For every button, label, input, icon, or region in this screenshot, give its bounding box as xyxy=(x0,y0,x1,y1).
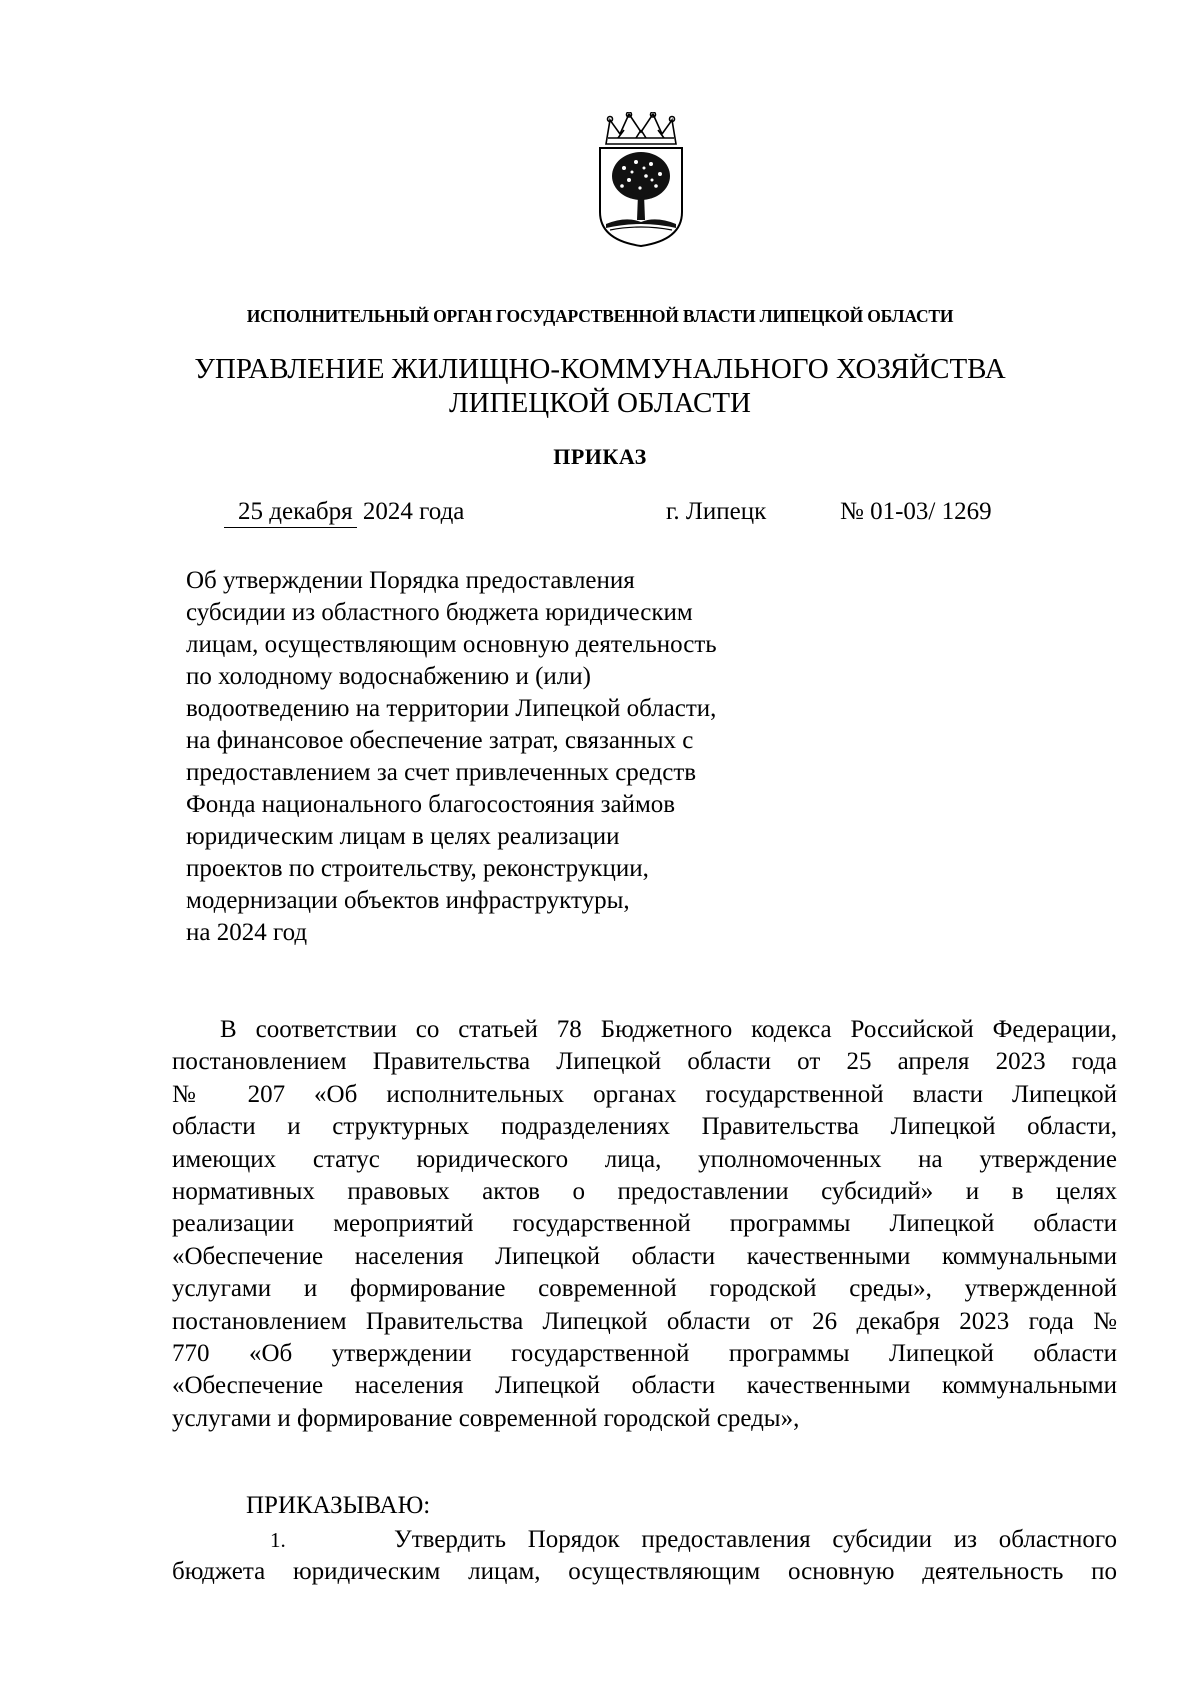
subject-line: лицам, осуществляющим основную деятельность xyxy=(186,631,717,658)
preamble-line: имеющих статус юридического лица, уполномоченных на утверждение xyxy=(172,1145,1117,1173)
subject-line: юридическим лицам в целях реализации xyxy=(186,823,620,850)
order-item-1 xyxy=(172,1524,1117,1589)
subject-line: на 2024 год xyxy=(186,919,308,946)
order-item-number: 1. xyxy=(270,1528,286,1552)
preamble-line: нормативных правовых актов о предоставлении субсидий» и в целях xyxy=(172,1177,1117,1205)
order-item-line: бюджета юридическим лицам, осуществляющим основную деятельность по xyxy=(172,1558,1117,1586)
order-date-year: 2024 года xyxy=(362,498,465,525)
subject-line: на финансовое обеспечение затрат, связанных с xyxy=(186,727,694,754)
preamble-line: услугами и формирование современной городской среды», xyxy=(172,1404,800,1432)
order-item-text: Утвердить Порядок предоставления субсидии из областного xyxy=(394,1526,1117,1553)
preamble-line: № 207 «Об исполнительных органах государственной власти Липецкой xyxy=(172,1080,1117,1108)
preamble-line: постановлением Правительства Липецкой области от 26 декабря 2023 года № xyxy=(172,1307,1117,1335)
department-name xyxy=(0,352,1200,420)
document-type-title: ПРИКАЗ xyxy=(553,444,647,469)
preamble-line: «Обеспечение населения Липецкой области качественными коммунальными xyxy=(172,1372,1117,1400)
executive-body-name: ИСПОЛНИТЕЛЬНЫЙ ОРГАН ГОСУДАРСТВЕННОЙ ВЛАСТИ ЛИПЕЦКОЙ ОБЛАСТИ xyxy=(246,306,954,326)
department-name-line-1: УПРАВЛЕНИЕ ЖИЛИЩНО-КОММУНАЛЬНОГО ХОЗЯЙСТВА xyxy=(194,353,1006,385)
subject-line: модернизации объектов инфраструктуры, xyxy=(186,887,630,914)
order-city: г. Липецк xyxy=(666,498,767,525)
subject-line: Об утверждении Порядка предоставления xyxy=(186,567,635,594)
preamble-line: «Обеспечение населения Липецкой области качественными коммунальными xyxy=(172,1242,1117,1270)
subject-line: субсидии из областного бюджета юридическим xyxy=(186,599,693,626)
subject-line: проектов по строительству, реконструкции, xyxy=(186,855,649,882)
subject-line: предоставлением за счет привлеченных средств xyxy=(186,759,697,786)
subject-line: Фонда национального благосостояния займов xyxy=(186,791,676,818)
order-subject xyxy=(186,565,806,949)
coat-of-arms-icon xyxy=(596,112,686,247)
subject-line: водоотведению на территории Липецкой области, xyxy=(186,695,717,722)
order-directive-word: ПРИКАЗЫВАЮ: xyxy=(246,1492,431,1519)
order-number: № 01-03/ 1269 xyxy=(840,498,992,525)
preamble-line: услугами и формирование современной городской среды», утвержденной xyxy=(172,1275,1117,1303)
preamble-line: 770 «Об утверждении государственной программы Липецкой области xyxy=(172,1339,1117,1367)
preamble-line: постановлением Правительства Липецкой области от 25 апреля 2023 года xyxy=(172,1048,1117,1076)
department-name-line-2: ЛИПЕЦКОЙ ОБЛАСТИ xyxy=(448,387,751,419)
preamble-line: области и структурных подразделениях Правительства Липецкой области, xyxy=(172,1113,1117,1141)
preamble-paragraph xyxy=(172,1014,1117,1435)
order-date-day: 25 декабря xyxy=(224,498,357,528)
preamble-line: В соответствии со статьей 78 Бюджетного кодекса Российской Федерации, xyxy=(220,1016,1117,1043)
order-item-line xyxy=(172,1524,1117,1556)
preamble-line: реализации мероприятий государственной программы Липецкой области xyxy=(172,1210,1117,1238)
order-date xyxy=(238,498,464,528)
subject-line: по холодному водоснабжению и (или) xyxy=(186,663,591,690)
